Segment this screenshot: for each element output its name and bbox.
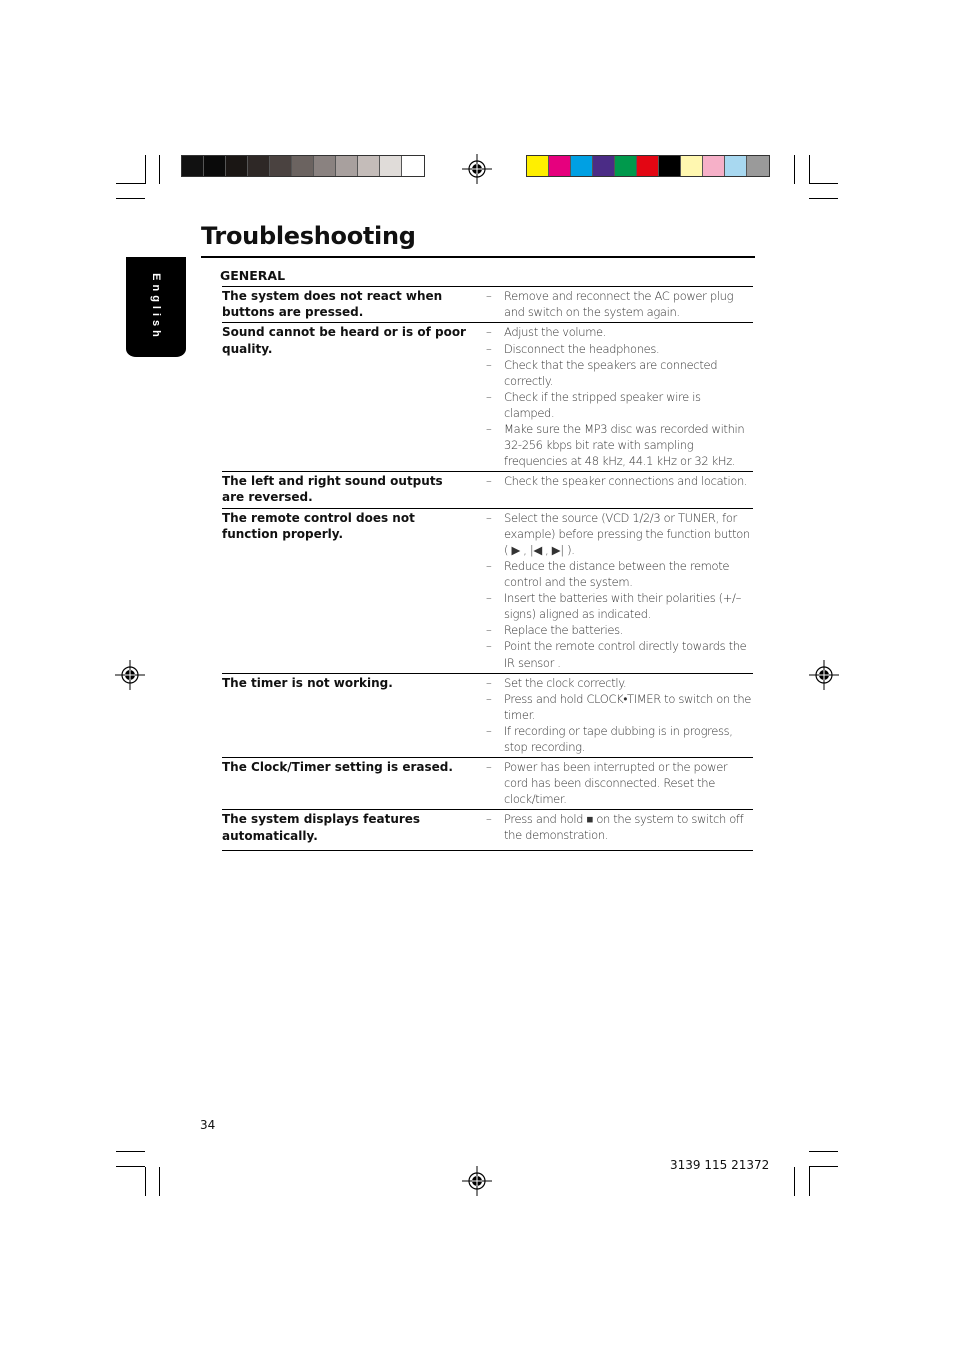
dash-bullet: – bbox=[486, 325, 492, 340]
section-title: GENERAL bbox=[220, 268, 286, 283]
table-row bbox=[222, 323, 753, 472]
solution-text: Remove and reconnect the AC power plug and switch on the system again. bbox=[504, 289, 734, 320]
crop-mark bbox=[794, 1167, 795, 1196]
crop-mark bbox=[116, 198, 145, 199]
color-swatch bbox=[226, 156, 248, 176]
crop-mark bbox=[116, 1166, 145, 1167]
crop-mark bbox=[116, 183, 145, 184]
color-swatch bbox=[659, 156, 681, 176]
solution-text: Select the source (VCD 1/2/3 or TUNER, for example) before pressing the function button ( ▶ , |◀ , ▶| ). bbox=[504, 510, 750, 557]
solution-list bbox=[474, 675, 753, 755]
color-swatch bbox=[681, 156, 703, 176]
crop-mark bbox=[809, 1151, 838, 1152]
crop-mark bbox=[159, 1167, 160, 1196]
color-swatch bbox=[549, 156, 571, 176]
crop-mark bbox=[809, 1166, 838, 1167]
table-row bbox=[222, 758, 753, 810]
page-number: 34 bbox=[200, 1118, 216, 1132]
language-tab-label: English bbox=[150, 273, 163, 341]
dash-bullet: – bbox=[486, 675, 492, 690]
title-rule bbox=[201, 256, 755, 258]
troubleshooting-table bbox=[222, 286, 753, 851]
solution-text: Reduce the distance between the remote control and the system. bbox=[504, 558, 730, 590]
color-swatch bbox=[292, 156, 314, 176]
dash-bullet: – bbox=[486, 760, 492, 775]
solution-text: Point the remote control directly towards the IR sensor . bbox=[504, 639, 747, 670]
dash-bullet: – bbox=[486, 691, 492, 706]
problem-text: The system does not react when buttons are pressed. bbox=[222, 289, 443, 320]
table-row bbox=[222, 472, 753, 508]
dash-bullet: – bbox=[486, 623, 492, 638]
color-swatch bbox=[593, 156, 615, 176]
grayscale-color-bar bbox=[181, 155, 425, 177]
solution-item bbox=[474, 473, 753, 489]
color-swatch bbox=[615, 156, 637, 176]
solution-text: Adjust the volume. bbox=[504, 325, 607, 340]
solution-item bbox=[474, 421, 753, 469]
color-swatch bbox=[402, 156, 424, 176]
crop-mark bbox=[145, 155, 146, 184]
dash-bullet: – bbox=[486, 639, 492, 654]
table-row bbox=[222, 674, 753, 758]
color-swatch bbox=[725, 156, 747, 176]
solution-list bbox=[474, 759, 753, 807]
solution-item bbox=[474, 638, 753, 670]
registration-target-icon bbox=[462, 1166, 492, 1196]
crop-mark bbox=[145, 1167, 146, 1196]
solution-item bbox=[474, 357, 753, 389]
solution-text: Replace the batteries. bbox=[504, 623, 624, 638]
dash-bullet: – bbox=[486, 389, 492, 404]
dash-bullet: – bbox=[486, 357, 492, 372]
solution-item bbox=[474, 341, 753, 357]
problem-text: Sound cannot be heard or is of poor quality. bbox=[222, 325, 466, 356]
crop-mark bbox=[159, 155, 160, 184]
crop-mark bbox=[809, 155, 810, 184]
registration-target-icon bbox=[115, 660, 145, 690]
color-swatch bbox=[204, 156, 226, 176]
solution-text: If recording or tape dubbing is in progress, stop recording. bbox=[504, 723, 733, 754]
dash-bullet: – bbox=[486, 421, 492, 436]
problem-text: The timer is not working. bbox=[222, 675, 393, 690]
solution-text: Make sure the MP3 disc was recorded within 32-256 kbps bit rate with sampling frequencies at 48 kHz, 44.1 kHz or 32 kHz. bbox=[504, 421, 745, 469]
problem-text: The remote control does not function properly. bbox=[222, 510, 415, 541]
color-swatch bbox=[248, 156, 270, 176]
solution-text: Press and hold CLOCK•TIMER to switch on the timer. bbox=[504, 691, 751, 722]
solution-item bbox=[474, 759, 753, 807]
solution-list bbox=[474, 288, 753, 320]
color-swatch bbox=[747, 156, 769, 176]
table-row bbox=[222, 509, 753, 674]
solution-item bbox=[474, 723, 753, 755]
dash-bullet: – bbox=[486, 289, 492, 303]
solution-text: Press and hold ■ on the system to switch off the demonstration. bbox=[504, 812, 744, 843]
dash-bullet: – bbox=[486, 510, 492, 525]
solution-item bbox=[474, 324, 753, 340]
registration-target-icon bbox=[809, 660, 839, 690]
dash-bullet: – bbox=[486, 341, 492, 356]
dash-bullet: – bbox=[486, 474, 492, 489]
dash-bullet: – bbox=[486, 591, 492, 606]
problem-text: The system displays features automatically. bbox=[222, 812, 421, 843]
document-code: 3139 115 21372 bbox=[670, 1158, 770, 1172]
color-swatch bbox=[182, 156, 204, 176]
color-swatch bbox=[527, 156, 549, 176]
solution-item bbox=[474, 389, 753, 421]
solution-item bbox=[474, 510, 753, 558]
registration-target-icon bbox=[462, 154, 492, 184]
solution-list bbox=[474, 324, 753, 469]
solution-text: Check the speaker connections and location. bbox=[504, 474, 748, 489]
solution-item bbox=[474, 590, 753, 622]
solution-text: Insert the batteries with their polarities (+/– signs) aligned as indicated. bbox=[504, 591, 741, 622]
page-title: Troubleshooting bbox=[201, 222, 416, 250]
solution-item bbox=[474, 675, 753, 691]
problem-text: The Clock/Timer setting is erased. bbox=[222, 760, 453, 775]
solution-list bbox=[474, 811, 753, 843]
color-swatch bbox=[637, 156, 659, 176]
dash-bullet: – bbox=[486, 723, 492, 738]
color-swatch bbox=[571, 156, 593, 176]
table-row bbox=[222, 810, 753, 850]
crop-mark bbox=[116, 1151, 145, 1152]
solution-item bbox=[474, 558, 753, 590]
solution-list bbox=[474, 473, 753, 505]
crop-mark bbox=[794, 155, 795, 184]
solution-text: Check if the stripped speaker wire is clamped. bbox=[504, 389, 701, 420]
color-swatch bbox=[703, 156, 725, 176]
problem-text: The left and right sound outputs are reversed. bbox=[222, 474, 443, 505]
solution-text: Set the clock correctly. bbox=[504, 675, 627, 690]
table-row bbox=[222, 287, 753, 323]
solution-item bbox=[474, 288, 753, 320]
color-swatch bbox=[380, 156, 402, 176]
solution-item bbox=[474, 811, 753, 843]
process-color-bar bbox=[526, 155, 770, 177]
color-swatch bbox=[314, 156, 336, 176]
solution-text: Check that the speakers are connected correctly. bbox=[504, 357, 718, 388]
color-swatch bbox=[270, 156, 292, 176]
color-swatch bbox=[336, 156, 358, 176]
crop-mark bbox=[809, 183, 838, 184]
crop-mark bbox=[809, 198, 838, 199]
solution-item bbox=[474, 622, 753, 638]
solution-list bbox=[474, 510, 753, 671]
dash-bullet: – bbox=[486, 558, 492, 573]
color-swatch bbox=[358, 156, 380, 176]
solution-text: Disconnect the headphones. bbox=[504, 341, 660, 356]
solution-item bbox=[474, 691, 753, 723]
crop-mark bbox=[809, 1167, 810, 1196]
dash-bullet: – bbox=[486, 812, 492, 827]
solution-text: Power has been interrupted or the power cord has been disconnected. Reset the clock/timer. bbox=[504, 760, 728, 807]
